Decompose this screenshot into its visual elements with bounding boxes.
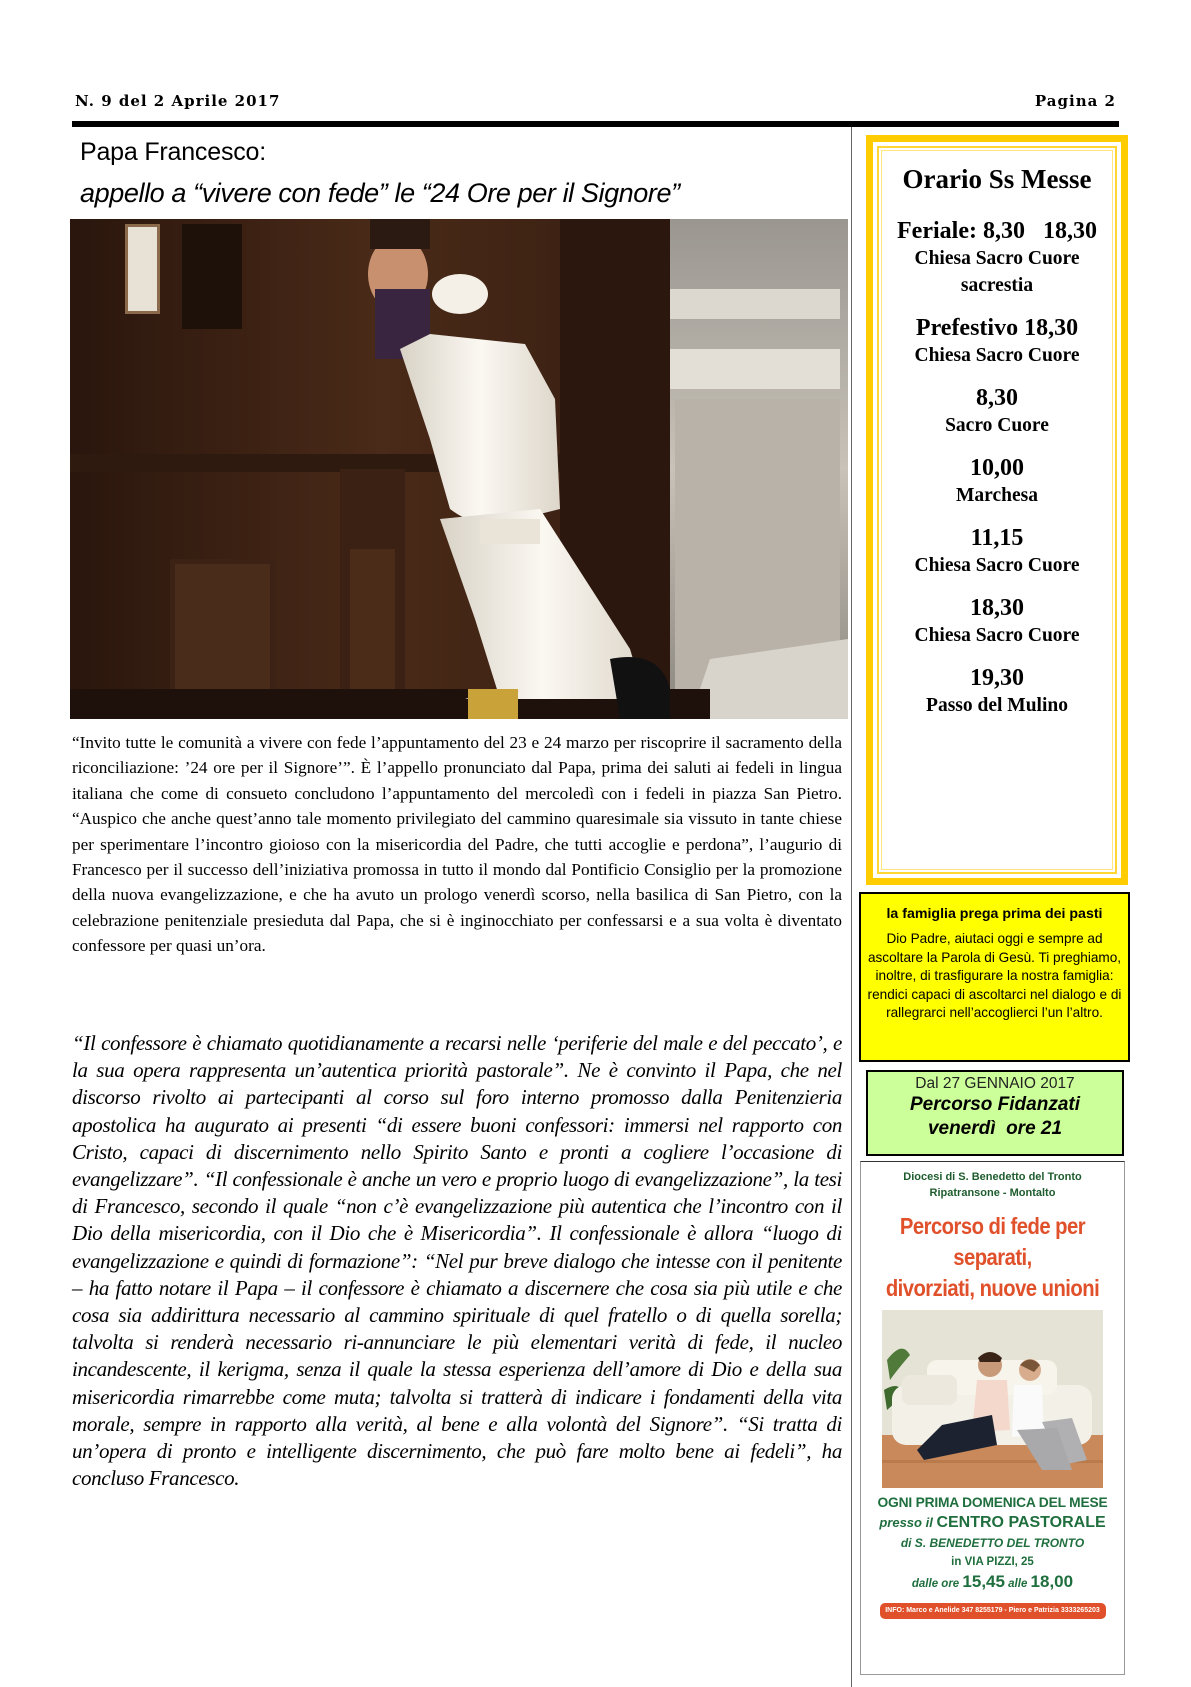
engaged-couples-box — [866, 1070, 1124, 1156]
confessional-photo-illustration — [70, 219, 848, 719]
mass-place: Chiesa Sacro Cuore — [914, 345, 1080, 366]
mass-place: Chiesa Sacro Cuore — [914, 555, 1080, 576]
mass-place: Marchesa — [956, 485, 1038, 506]
flyer-hours-mid: alle — [1008, 1578, 1028, 1590]
page-number: Pagina 2 — [1034, 92, 1116, 110]
flyer-frequency: OGNI PRIMA DOMENICA DEL MESE — [877, 1495, 1108, 1510]
mass-entry — [873, 217, 1121, 299]
prayer-title: la famiglia prega prima dei pasti — [886, 906, 1103, 922]
flyer-diocese — [861, 1169, 1124, 1201]
engaged-couples-schedule: venerdì ore 21 — [927, 1118, 1063, 1139]
article-photo — [70, 219, 848, 719]
mass-time: 8,30 — [976, 385, 1018, 411]
engaged-couples-date: Dal 27 GENNAIO 2017 — [915, 1075, 1075, 1092]
issue-number: N. 9 del 2 Aprile 2017 — [75, 92, 281, 110]
flyer-venue — [861, 1513, 1124, 1533]
flyer-diocese-line2: Ripatransone - Montalto — [929, 1187, 1056, 1199]
mass-place: Sacro Cuore — [945, 415, 1049, 436]
article-subtitle: appello a “vivere con fede” le “24 Ore per il Signore” — [80, 178, 680, 208]
mass-entry — [873, 594, 1121, 649]
mass-place: Passo del Mulino — [926, 695, 1068, 716]
mass-time: 18,30 — [970, 595, 1024, 621]
mass-time: 11,15 — [970, 525, 1024, 551]
prayer-text: Dio Padre, aiutaci oggi e sempre ad ascoltare la Parola di Gesù. Ti preghiamo, inoltre, di trasfigurare la nostra famiglia: rendici capaci di ascoltarci nel dialogo e di rallegrarci nell’accoglierci l’un l’altro. — [867, 931, 1122, 1020]
article-quote: “Il confessore è chiamato quotidianamente a recarsi nelle ‘periferie del male e del peccato’, e la sua opera rappresenta un’autentica priorità pastorale”. Ne è convinto il Papa, che nel discorso rivolto ai partecipanti al corso sul foro interno promosso dalla Penitenzieria apostolica ha augurato ai presenti “di essere buoni confessori: immersi nel rapporto con Cristo, capaci di discernimento nello Spirito Santo e pronti a cogliere l’occasione di evangelizzare”. “Il confessionale è anche un vero e proprio luogo di evangelizzazione”, la tesi di Francesco, secondo il quale “non c’è evangelizzazione più autentica che l’incontro con il Dio della misericordia, con il Dio che è Misericordia”. Il confessionale è allora “luogo di evangelizzazione e quindi di formazione”: “Nel pur breve dialogo che intesse con il penitente – ha fatto notare il Papa – il confessore è chiamato a discernere che cosa sia più utile e che cosa sia addirittura necessario al cammino spirituale di quel fratello o di quella sorella; talvolta si renderà necessario ri-annunciare le più elementari verità di fede, il nucleo incandescente, il kerigma, senza il quale la stessa esperienza dell’amore di Dio e della sua misericordia rimarrebbe come muta; talvolta si tratterà di indicare i fondamenti della vita morale, sempre in rapporto alla verità, al bene e alla volontà del Signore”. “Si tratta di un’opera di pronto e intelligente discernimento, che può fare molto bene ai fedeli”, ha concluso Francesco. — [72, 1031, 842, 1491]
flyer-address: in VIA PIZZI, 25 — [951, 1556, 1034, 1568]
article-body: “Invito tutte le comunità a vivere con fede l’appuntamento del 23 e 24 marzo per riscoprire il sacramento della riconciliazione: ’24 ore per il Signore’”. È l’appello pronunciato dal Papa, prima dei saluti ai fedeli in lingua italiana che come di consueto concludono l’appuntamento del mercoledì con i fedeli in piazza San Pietro. “Auspico che anche quest’anno tale momento privilegiato del cammino quaresimale sia vissuto in tante chiese per sperimentare l’incontro gioioso con la misericordia del Padre, che tutti accoglie e perdona”, l’augurio di Francesco per il successo dell’iniziativa promossa in tutto il mondo dal Pontificio Consiglio per la promozione della nuova evangelizzazione, e che ha avuto un prologo venerdì scorso, nella basilica di San Pietro, con la celebrazione penitenziale presieduta dal Papa, che si è inginocchiato per confessarsi e a sua volta è diventato confessore per quasi un’ora. — [72, 733, 842, 956]
mass-entry — [873, 384, 1121, 439]
flyer-headline-line1: Percorso di fede per separati, — [899, 1213, 1086, 1270]
flyer-venue-prefix: presso il — [879, 1515, 933, 1530]
flyer-city: di S. BENEDETTO DEL TRONTO — [900, 1536, 1085, 1550]
faith-journey-flyer — [860, 1161, 1125, 1675]
mass-schedule-title: Orario Ss Messe — [902, 164, 1092, 194]
mass-time: 10,00 — [970, 455, 1024, 481]
flyer-hours-from: 15,45 — [962, 1572, 1005, 1591]
mass-time: 19,30 — [970, 665, 1024, 691]
flyer-hours-prefix: dalle ore — [911, 1578, 960, 1590]
flyer-hours — [861, 1571, 1124, 1595]
mass-note: sacrestia — [960, 275, 1034, 296]
mass-place: Chiesa Sacro Cuore — [914, 248, 1080, 269]
couple-photo-illustration — [882, 1310, 1103, 1488]
mass-schedule-content — [873, 164, 1121, 734]
engaged-couples-title: Percorso Fidanzati — [910, 1094, 1080, 1115]
mass-entry — [873, 314, 1121, 369]
flyer-headline — [877, 1211, 1108, 1304]
mass-time: Feriale: 8,30 18,30 — [897, 218, 1097, 244]
flyer-info-bar: INFO: Marco e Anelide 347 8255179 - Piero e Patrizia 3333265203 — [880, 1603, 1106, 1619]
flyer-diocese-line1: Diocesi di S. Benedetto del Tronto — [903, 1171, 1082, 1183]
prayer-box — [859, 892, 1130, 1062]
flyer-hours-to: 18,00 — [1030, 1572, 1074, 1591]
mass-entry — [873, 454, 1121, 509]
mass-place: Chiesa Sacro Cuore — [914, 625, 1080, 646]
flyer-headline-line2: divorziati, nuove unioni — [885, 1275, 1100, 1301]
mass-entry — [873, 524, 1121, 579]
flyer-venue-name: CENTRO PASTORALE — [936, 1514, 1106, 1531]
article-title: Papa Francesco: — [80, 138, 266, 166]
mass-time: Prefestivo 18,30 — [915, 315, 1079, 341]
flyer-photo — [882, 1310, 1103, 1488]
mass-schedule-box — [866, 135, 1128, 885]
mass-entry — [873, 664, 1121, 719]
flyer-details — [861, 1493, 1124, 1595]
